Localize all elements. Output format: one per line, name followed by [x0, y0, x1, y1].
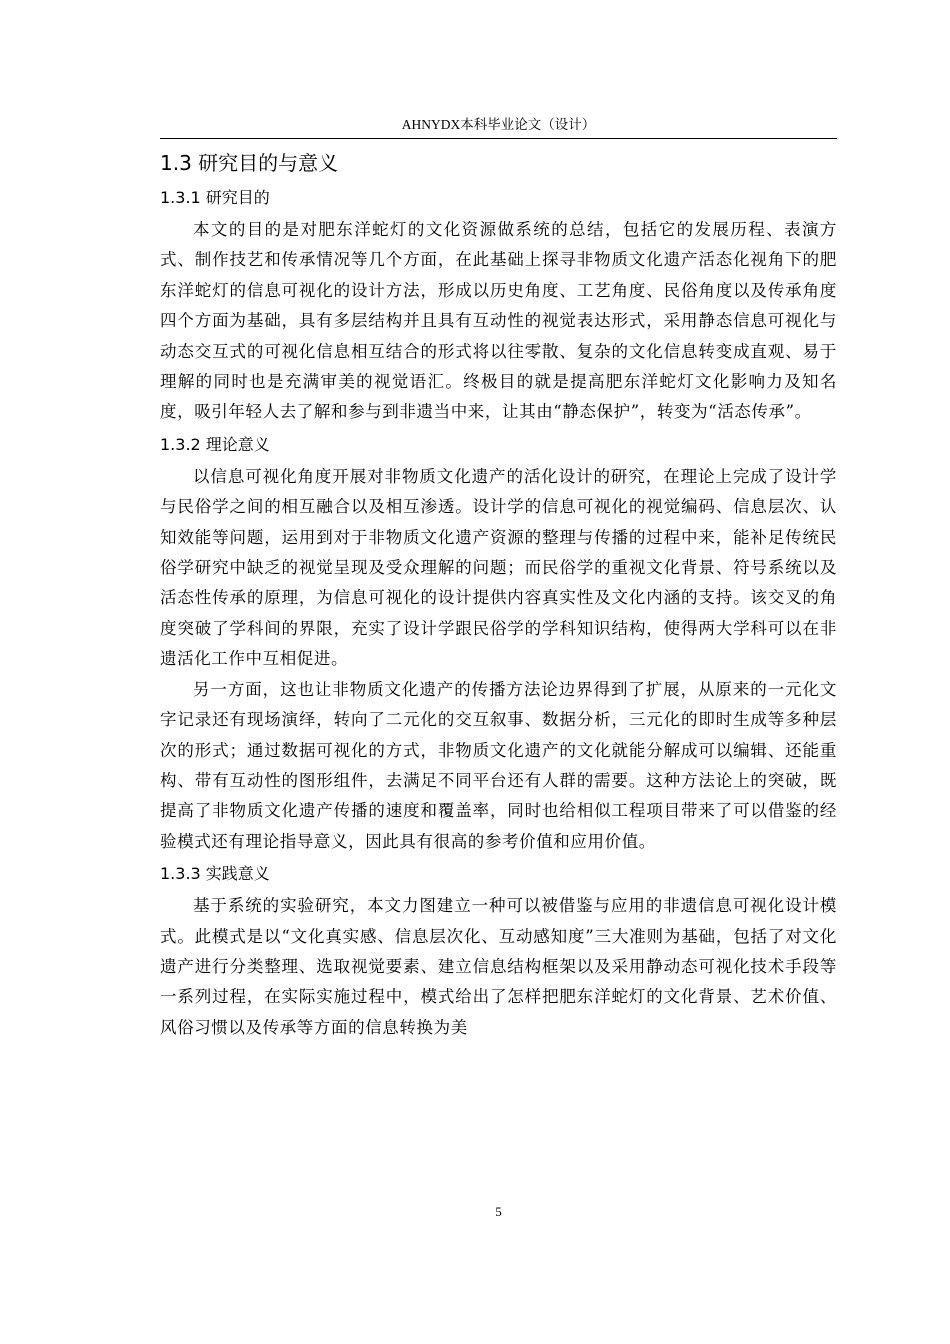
subsection-heading-practice: 1.3.3 实践意义 [160, 864, 270, 884]
section-heading: 1.3 研究目的与意义 [160, 151, 339, 175]
header-rule [160, 138, 837, 139]
page-number: 5 [495, 1204, 502, 1219]
paragraph: 基于系统的实验研究，本文力图建立一种可以被借鉴与应用的非遗信息可视化设计模式。此模式是以“文化真实感、信息层次化、互动感知度”三大准则为基础，包括了对文化遗产进行分类整理、选取视觉要素、建立信息结构框架以及采用静动态可视化技术手段等一系列过程，在实际实施过程中，模式给出了怎样把肥东洋蛇灯的文化背景、艺术价值、风俗习惯以及传承等方面的信息转换为美 [160, 896, 837, 1037]
subsection-heading-purpose: 1.3.1 研究目的 [160, 188, 270, 207]
paragraph: 另一方面，这也让非物质文化遗产的传播方法论边界得到了扩展，从原来的一元化文字记录还有现场演绎，转向了二元化的交互叙事、数据分析，三元化的即时生成等多种层次的形式；通过数据可视化的方式，非物质文化遗产的文化就能分解成可以编辑、还能重构、带有互动性的图形组件，去满足不同平台还有人群的需要。这种方法论上的突破，既提高了非物质文化遗产传播的速度和覆盖率，同时也给相似工程项目带来了可以借鉴的经验模式还有理论指导意义，因此具有很高的参考价值和应用价值。 [160, 679, 837, 851]
subsection-heading-theory: 1.3.2 理论意义 [160, 434, 270, 454]
paragraph: 以信息可视化角度开展对非物质文化遗产的活化设计的研究，在理论上完成了设计学与民俗学之间的相互融合以及相互渗透。设计学的信息可视化的视觉编码、信息层次、认知效能等问题，运用到对于非物质文化遗产资源的整理与传播的过程中来，能补足传统民俗学研究中缺乏的视觉呈现及受众理解的问题；而民俗学的重视文化背景、符号系统以及活态性传承的原理，为信息可视化的设计提供内容真实性及文化内涵的支持。该交叉的角度突破了学科间的界限，充实了设计学跟民俗学的学科知识结构，使得两大学科可以在非遗活化工作中互相促进。 [160, 466, 837, 669]
page-body [160, 145, 837, 1043]
paragraph: 本文的目的是对肥东洋蛇灯的文化资源做系统的总结，包括它的发展历程、表演方式、制作技艺和传承情况等几个方面，在此基础上探寻非物质文化遗产活态化视角下的肥东洋蛇灯的信息可视化的设计方法，形成以历史角度、工艺角度、民俗角度以及传承角度四个方面为基础，具有多层结构并且具有互动性的视觉表达形式，采用静态信息可视化与动态交互式的可视化信息相互结合的形式将以往零散、复杂的文化信息转变成直观、易于理解的同时也是充满审美的视觉语汇。终极目的就是提高肥东洋蛇灯文化影响力及知名度，吸引年轻人去了解和参与到非遗当中来，让其由“静态保护”，转变为“活态传承”。 [160, 220, 837, 422]
running-header: AHNYDX本科毕业论文（设计） [401, 117, 596, 132]
